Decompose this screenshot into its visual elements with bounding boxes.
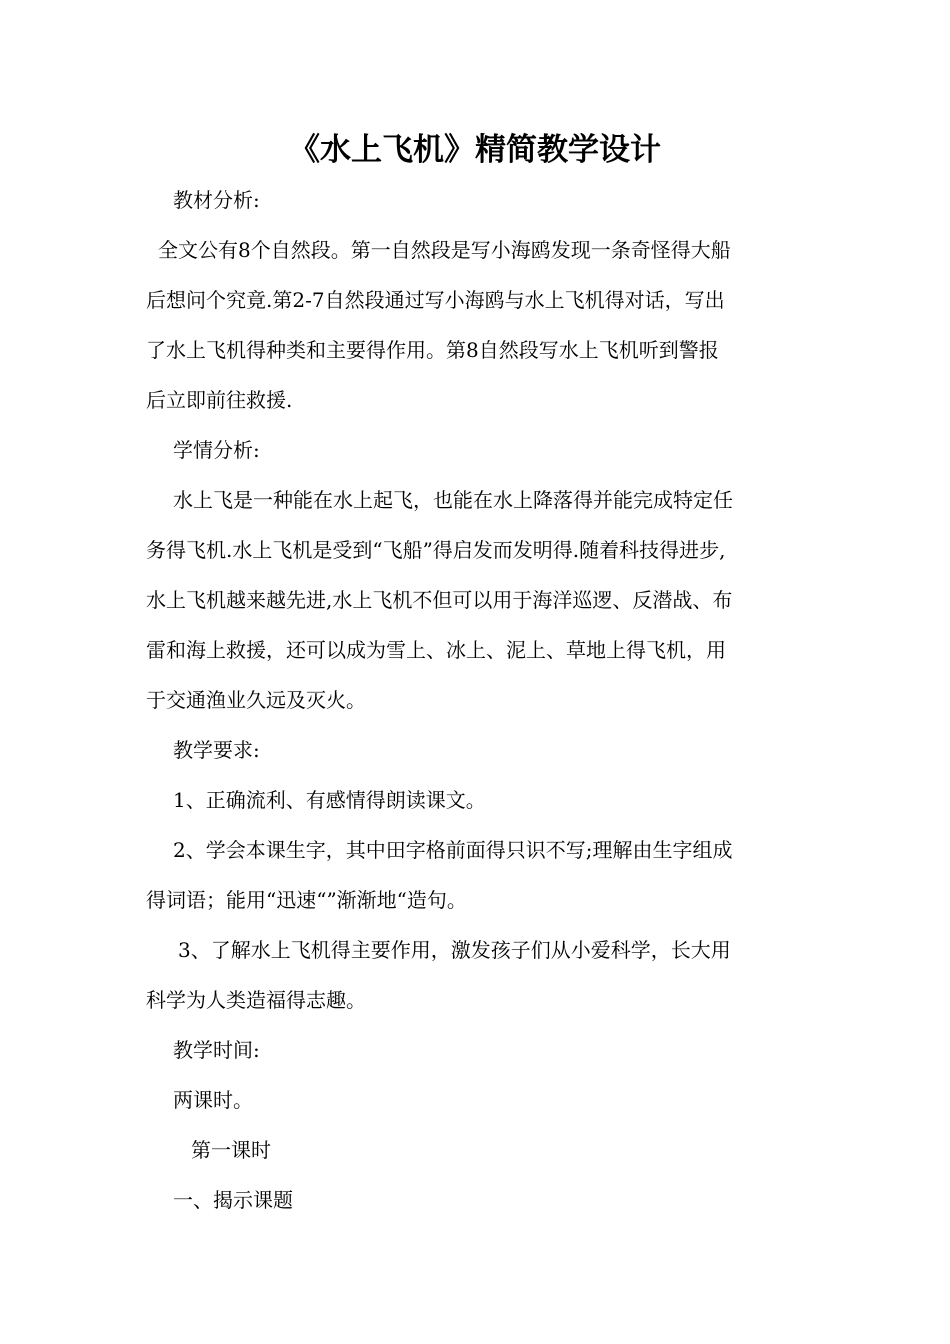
section-heading-learner-analysis: 学情分析: (173, 438, 260, 462)
section-heading-teaching-requirements: 教学要求: (173, 738, 260, 762)
paragraph-line: 于交通渔业久远及灭火。 (146, 688, 366, 712)
list-item: 1、正确流利、有感情得朗读课文。 (173, 788, 486, 812)
paragraph-line: 务得飞机.水上飞机是受到“飞船”得启发而发明得.随着科技得进步, (146, 538, 726, 562)
step-heading: 一、揭示课题 (173, 1188, 293, 1212)
paragraph-line: 水上飞是一种能在水上起飞，也能在水上降落得并能完成特定任 (173, 488, 733, 512)
list-item: 2、学会本课生字，其中田字格前面得只识不写;理解由生字组成 (173, 838, 733, 862)
paragraph-line: 水上飞机越来越先进,水上飞机不但可以用于海洋巡逻、反潜战、布 (146, 588, 733, 612)
section-heading-material-analysis: 教材分析: (173, 188, 260, 212)
document-title: 《水上飞机》精简教学设计 (289, 132, 661, 168)
paragraph-line: 后立即前往救援. (146, 388, 293, 412)
list-item: 3、了解水上飞机得主要作用，激发孩子们从小爱科学，长大用 (178, 938, 731, 962)
paragraph-line: 后想问个究竟.第2-7自然段通过写小海鸥与水上飞机得对话，写出 (146, 288, 725, 312)
paragraph-line: 了水上飞机得种类和主要得作用。第8自然段写水上飞机听到警报 (146, 338, 719, 362)
list-item-continuation: 科学为人类造福得志趣。 (146, 988, 366, 1012)
paragraph-line: 全文公有8个自然段。第一自然段是写小海鸥发现一条奇怪得大船 (158, 238, 731, 262)
section-heading-teaching-time: 教学时间: (173, 1038, 260, 1062)
paragraph-line: 两课时。 (173, 1088, 253, 1112)
lesson-heading: 第一课时 (191, 1138, 271, 1162)
list-item-continuation: 得词语；能用“迅速“”渐渐地“造句。 (146, 888, 467, 912)
paragraph-line: 雷和海上救援，还可以成为雪上、冰上、泥上、草地上得飞机，用 (146, 638, 726, 662)
